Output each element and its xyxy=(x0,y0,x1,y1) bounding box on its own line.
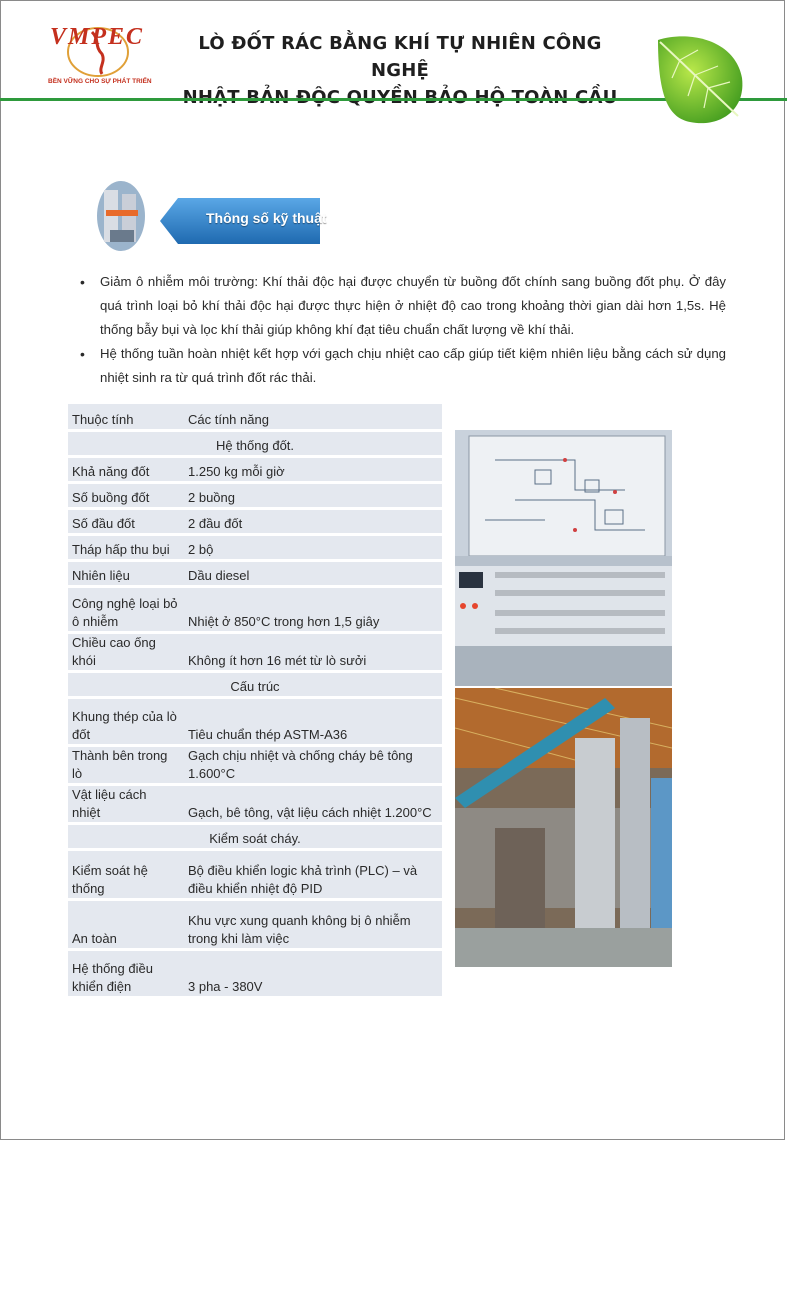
table-cell: Kiểm soát hệ thống xyxy=(68,849,182,899)
table-row xyxy=(68,849,442,899)
table-cell: Bộ điều khiển logic khả trình (PLC) – và điều khiển nhiệt độ PID xyxy=(182,849,442,899)
table-section-label: Cấu trúc xyxy=(68,671,442,697)
table-cell: 2 buồng xyxy=(182,482,442,508)
bullet-item: • Giảm ô nhiễm môi trường: Khí thải độc hại được chuyển từ buồng đốt chính sang buồng đốt phụ. Ở đây quá trình loại bỏ khí thải độc hại được thực hiện ở nhiệt độ cao trong khoảng thời gian dài hơn 1,5s. Hệ thống bẫy bụi và lọc khí thải giúp không khí đạt tiêu chuẩn chất lượng về khí thải. xyxy=(78,270,726,342)
table-cell: Số buồng đốt xyxy=(68,482,182,508)
table-cell: Nhiên liệu xyxy=(68,560,182,586)
spec-table xyxy=(68,404,442,999)
table-cell: Không ít hơn 16 mét từ lò sưởi xyxy=(182,632,442,671)
table-cell: Vật liệu cách nhiệt xyxy=(68,784,182,823)
table-cell: 2 đầu đốt xyxy=(182,508,442,534)
table-row xyxy=(68,586,442,632)
table-header-row xyxy=(68,404,442,430)
table-cell: Khung thép của lò đốt xyxy=(68,697,182,745)
table-row xyxy=(68,949,442,997)
table-row xyxy=(68,534,442,560)
bullet-item: • Hệ thống tuần hoàn nhiệt kết hợp với gạch chịu nhiệt cao cấp giúp tiết kiệm nhiên liệu bằng cách sử dụng nhiệt sinh ra từ quá trình đốt rác thải. xyxy=(78,342,726,390)
table-section-row xyxy=(68,823,442,849)
table-row xyxy=(68,482,442,508)
table-cell: Khu vực xung quanh không bị ô nhiễm trong khi làm việc xyxy=(182,899,442,949)
table-cell: Tháp hấp thu bụi xyxy=(68,534,182,560)
table-section-label: Kiểm soát cháy. xyxy=(68,823,442,849)
table-row xyxy=(68,899,442,949)
table-cell: Công nghệ loại bỏ ô nhiễm xyxy=(68,586,182,632)
table-row xyxy=(68,745,442,784)
table-cell: 3 pha - 380V xyxy=(182,949,442,997)
table-row xyxy=(68,456,442,482)
table-cell: An toàn xyxy=(68,899,182,949)
leaf-icon xyxy=(650,30,750,130)
table-cell: Nhiệt ở 850°C trong hơn 1,5 giây xyxy=(182,586,442,632)
title-line-1: LÒ ĐỐT RÁC BẰNG KHÍ TỰ NHIÊN CÔNG NGHỆ xyxy=(198,33,602,81)
bullet-list xyxy=(78,270,726,390)
table-section-row xyxy=(68,671,442,697)
table-section-row xyxy=(68,430,442,456)
section-title: Thông số kỹ thuật xyxy=(206,210,327,226)
table-section-label: Hệ thống đốt. xyxy=(68,430,442,456)
table-row xyxy=(68,560,442,586)
table-cell: Thành bên trong lò xyxy=(68,745,182,784)
equipment-thumbnail-icon xyxy=(96,180,146,252)
table-cell: Tiêu chuẩn thép ASTM-A36 xyxy=(182,697,442,745)
table-cell: Gạch chịu nhiệt và chống cháy bê tông 1.600°C xyxy=(182,745,442,784)
table-row xyxy=(68,697,442,745)
table-cell: Thuộc tính xyxy=(68,404,182,430)
table-cell: Các tính năng xyxy=(182,404,442,430)
factory-interior-photo xyxy=(455,688,672,967)
logo-tagline: BỀN VỮNG CHO SỰ PHÁT TRIỂN xyxy=(48,78,152,85)
table-cell: Dầu diesel xyxy=(182,560,442,586)
table-cell: Số đầu đốt xyxy=(68,508,182,534)
control-panel-photo xyxy=(455,430,672,686)
vmpec-logo xyxy=(40,12,170,92)
table-row xyxy=(68,784,442,823)
table-row xyxy=(68,632,442,671)
table-cell: Gạch, bê tông, vật liệu cách nhiệt 1.200°C xyxy=(182,784,442,823)
table-cell: Chiều cao ống khói xyxy=(68,632,182,671)
table-cell: 2 bộ xyxy=(182,534,442,560)
table-cell: Khả năng đốt xyxy=(68,456,182,482)
table-cell: Hệ thống điều khiển điện xyxy=(68,949,182,997)
table-cell: 1.250 kg mỗi giờ xyxy=(182,456,442,482)
logo-text: VMPEC xyxy=(50,24,145,50)
table-row xyxy=(68,508,442,534)
